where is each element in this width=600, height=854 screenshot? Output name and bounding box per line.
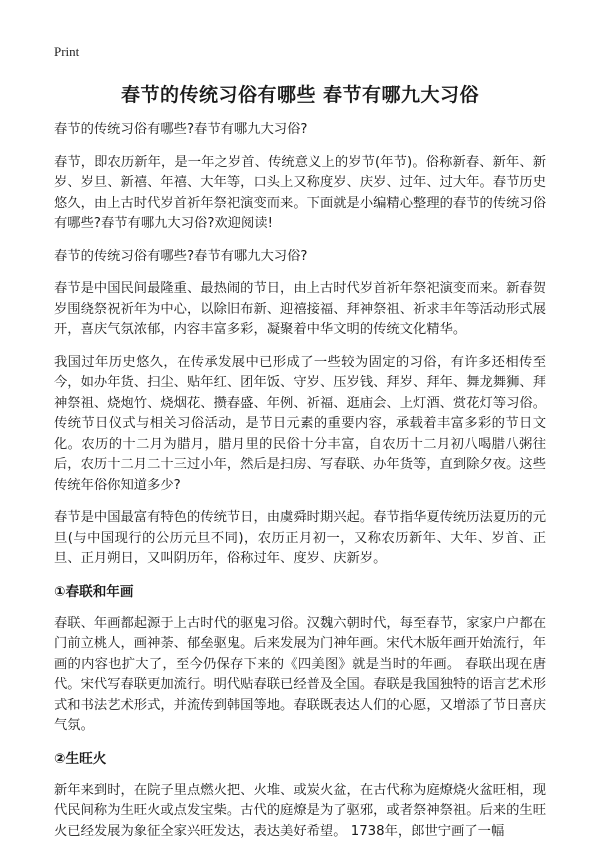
- paragraph-overview: 春节是中国民间最隆重、最热闹的节日，由上古时代岁首祈年祭祀演变而来。新春贺岁围绕祭祝祈年为中心，以除旧布新、迎禧接福、拜神祭祖、祈求丰年等活动形式展开，喜庆气氛浓郁，内容丰富多彩，凝聚着中华文明的传统文化精华。: [54, 281, 546, 337]
- section-heading-bonfire: ②生旺火: [54, 750, 107, 767]
- paragraph-origin: 春节是中国最富有特色的传统节日，由虞舜时期兴起。春节指华夏传统历法夏历的元旦(与中国现行的公历元旦不同)，农历正月初一，又称农历新年、大年、岁首、正旦、正月朔日，又叫阴历年，俗称过年、度岁、庆新岁。: [54, 510, 546, 566]
- intro-question: 春节的传统习俗有哪些?春节有哪九大习俗?: [54, 122, 308, 137]
- print-link[interactable]: Print: [54, 44, 80, 59]
- paragraph-intro: 春节，即农历新年，是一年之岁首、传统意义上的岁节(年节)。俗称新春、新年、新岁、岁旦、新禧、年禧、大年等，口头上又称度岁、庆岁、过年、过大年。春节历史悠久，由上古时代岁首祈年祭祀演变而来。下面就是小编精心整理的春节的传统习俗有哪些?春节有哪九大习俗?欢迎阅读!: [54, 154, 546, 231]
- paragraph-history: 我国过年历史悠久，在传承发展中已形成了一些较为固定的习俗，有许多还相传至今，如办年货、扫尘、贴年红、团年饭、守岁、压岁钱、拜岁、拜年、舞龙舞狮、拜神祭祖、烧炮竹、烧烟花、攒春盛、年例、祈福、逛庙会、上灯酒、赏花灯等习俗。传统节日仪式与相关习俗活动，是节日元素的重要内容，承载着丰富多彩的节日文化。农历的十二月为腊月，腊月里的民俗十分丰富，自农历十二月初八喝腊八粥往后，农历十二月二十三过小年，然后是扫房、写春联、办年货等，直到除夕夜。这些传统年俗你知道多少?: [54, 354, 546, 493]
- subheading-question: 春节的传统习俗有哪些?春节有哪九大习俗?: [54, 248, 308, 264]
- section-heading-couplets: ①春联和年画: [54, 583, 134, 600]
- article-title: 春节的传统习俗有哪些 春节有哪九大习俗: [120, 84, 480, 106]
- article-body: [54, 120, 546, 854]
- section-text-couplets: 春联、年画都起源于上古时代的驱鬼习俗。汉魏六朝时代，每至春节，家家户户都在门前立桃人，画神荼、郁垒驱鬼。后来发展为门神年画。宋代木版年画开始流行，年画的内容也扩大了，至今仍保存下来的《四美图》就是当时的年画。 春联出现在唐代。宋代写春联更加流行。明代贴春联已经普及全国。春联是我国独特的语言艺术形式和书法艺术形式，并流传到韩国等地。春联既表达人们的心愿，又增添了节日喜庆气氛。: [54, 615, 546, 733]
- section-text-bonfire: 新年来到时，在院子里点燃火把、火堆、或炭火盆，在古代称为庭燎烧火盆旺相，现代民间称为生旺火或点发宝柴。古代的庭燎是为了驱邪，或者祭神祭祖。后来的生旺火已经发展为象征全家兴旺发达，表达美好希望。 1738年，郎世宁画了一幅: [54, 782, 546, 839]
